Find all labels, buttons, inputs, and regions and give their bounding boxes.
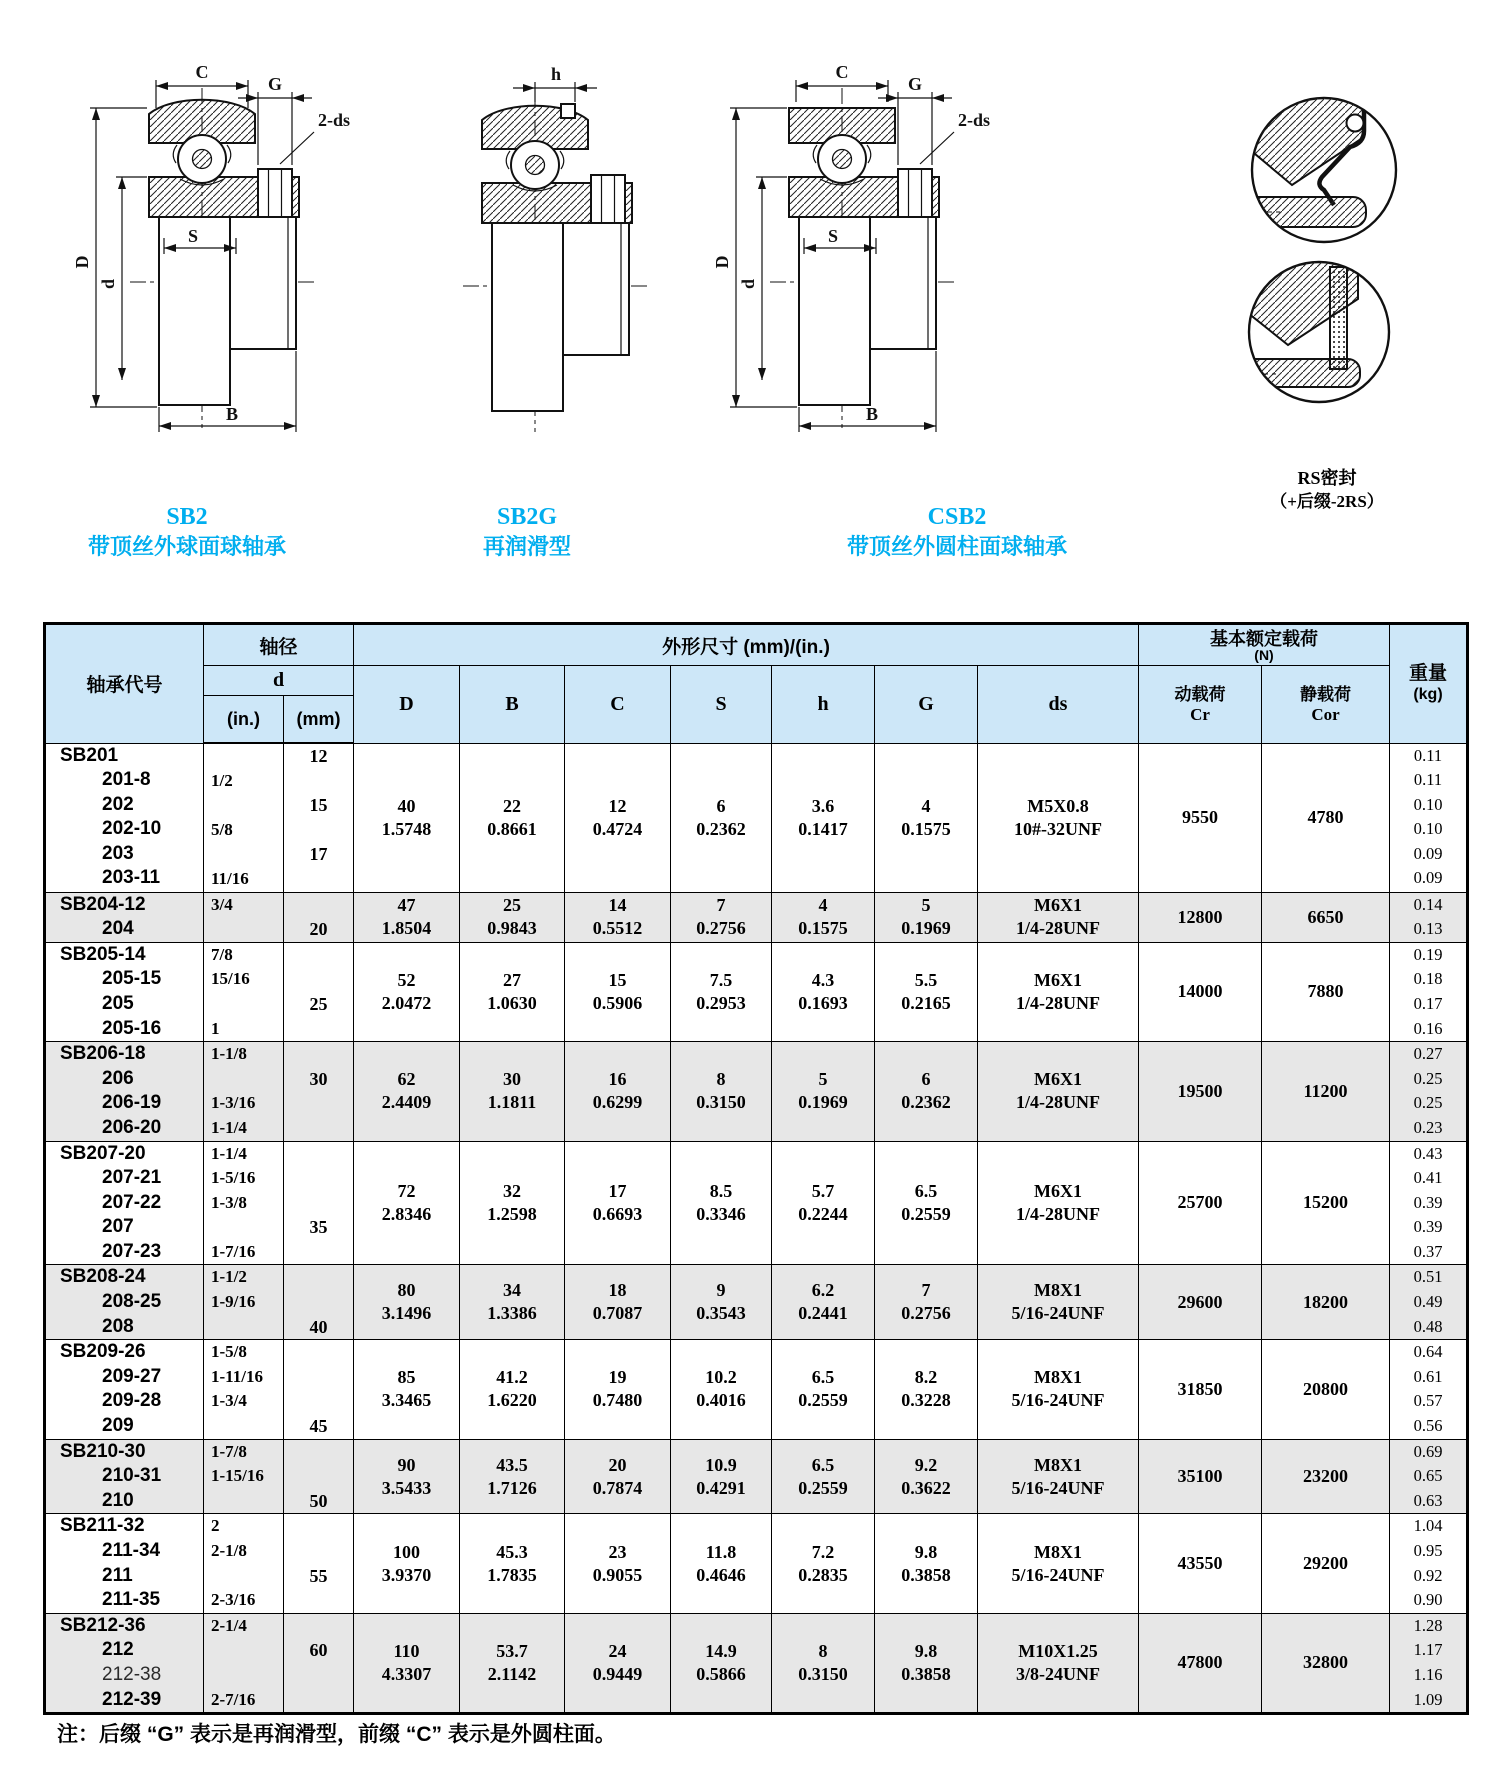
cell-S: 8 0.3150 [671, 1042, 772, 1141]
header-col-B: B [460, 666, 565, 744]
cell-cor: 7880 [1262, 942, 1390, 1041]
cell-S: 8.5 0.3346 [671, 1141, 772, 1265]
cell-h: 7.2 0.2835 [772, 1514, 875, 1613]
cell-D: 85 3.3465 [354, 1340, 460, 1439]
cell-cr: 9550 [1139, 743, 1262, 892]
rs-caption-line2: （+后缀-2RS） [1270, 492, 1384, 511]
cell-inches: 2-1/4 2-7/16 [204, 1613, 284, 1713]
header-cor: Cor [1311, 704, 1340, 724]
cell-codes: SB204-12 204 [45, 892, 204, 942]
cell-C: 17 0.6693 [565, 1141, 671, 1265]
cell-cor: 23200 [1262, 1439, 1390, 1514]
cell-ds: M6X1 1/4-28UNF [978, 1141, 1139, 1265]
cell-mms: 25 [284, 942, 354, 1041]
cell-weights: 0.51 0.49 0.48 [1390, 1265, 1468, 1340]
cell-ds: M8X1 5/16-24UNF [978, 1340, 1139, 1439]
dim-label-D: D [72, 255, 92, 269]
cell-cr: 14000 [1139, 942, 1262, 1041]
cell-mms: 12 15 17 [284, 743, 354, 892]
fig1-code: SB2 [166, 504, 208, 530]
cell-B: 32 1.2598 [460, 1141, 565, 1265]
cell-weights: 0.43 0.41 0.39 0.39 0.37 [1390, 1141, 1468, 1265]
cell-mms: 50 [284, 1439, 354, 1514]
cell-D: 110 4.3307 [354, 1613, 460, 1713]
rs-seal-detail-drawing [1212, 85, 1442, 430]
rs-caption [1212, 466, 1442, 514]
bearing-spec-table [43, 622, 1469, 1715]
fig3-code: CSB2 [927, 504, 987, 530]
header-shaft-dia: 轴径 [204, 624, 354, 666]
table-body [45, 743, 1468, 1714]
dim-label-d: d [738, 278, 758, 290]
fig2-name: 再润滑型 [482, 534, 571, 559]
dim-label-c: C [835, 62, 849, 82]
header-weight-unit: (kg) [1413, 685, 1443, 703]
dim-label-D: D [712, 255, 732, 269]
cell-D: 40 1.5748 [354, 743, 460, 892]
cell-codes: SB207-20 207-21 207-22 207 207-23 [45, 1141, 204, 1265]
table-header [45, 624, 1468, 744]
cell-B: 25 0.9843 [460, 892, 565, 942]
fig1-name: 带顶丝外球面球轴承 [87, 534, 286, 559]
cell-G: 7 0.2756 [875, 1265, 978, 1340]
sb2-cross-section-drawing [52, 50, 352, 450]
dim-label-h: h [550, 64, 562, 84]
cell-cr: 29600 [1139, 1265, 1262, 1340]
cell-C: 15 0.5906 [565, 942, 671, 1041]
cell-C: 14 0.5512 [565, 892, 671, 942]
header-load-unit: (N) [1254, 646, 1274, 663]
cell-ds: M6X1 1/4-28UNF [978, 892, 1139, 942]
cell-S: 14.9 0.5866 [671, 1613, 772, 1713]
cell-cor: 11200 [1262, 1042, 1390, 1141]
table-row-group [45, 1141, 1468, 1265]
cell-C: 16 0.6299 [565, 1042, 671, 1141]
cell-codes: SB206-18 206 206-19 206-20 [45, 1042, 204, 1141]
cell-mms: 30 [284, 1042, 354, 1141]
header-col-h: h [772, 666, 875, 744]
dim-label-b: B [225, 404, 239, 424]
cell-cor: 18200 [1262, 1265, 1390, 1340]
dim-label-2ds: 2-ds [957, 110, 990, 130]
cell-h: 4 0.1575 [772, 892, 875, 942]
fig2-caption [397, 503, 657, 562]
cell-mms: 20 [284, 892, 354, 942]
cell-cr: 25700 [1139, 1141, 1262, 1265]
cell-D: 100 3.9370 [354, 1514, 460, 1613]
cell-codes: SB210-30 210-31 210 [45, 1439, 204, 1514]
cell-S: 9 0.3543 [671, 1265, 772, 1340]
cell-B: 27 1.0630 [460, 942, 565, 1041]
cell-cr: 31850 [1139, 1340, 1262, 1439]
sb2g-cross-section-drawing [395, 58, 675, 448]
header-weight-label: 重量 [1408, 662, 1447, 684]
fig3-caption [782, 503, 1132, 562]
cell-cr: 19500 [1139, 1042, 1262, 1141]
cell-G: 8.2 0.3228 [875, 1340, 978, 1439]
cell-D: 80 3.1496 [354, 1265, 460, 1340]
cell-ds: M10X1.25 3/8-24UNF [978, 1613, 1139, 1713]
cell-G: 6.5 0.2559 [875, 1141, 978, 1265]
dim-label-b: B [865, 404, 879, 424]
cell-B: 41.2 1.6220 [460, 1340, 565, 1439]
cell-D: 47 1.8504 [354, 892, 460, 942]
cell-B: 45.3 1.7835 [460, 1514, 565, 1613]
cell-inches: 7/8 15/16 1 [204, 942, 284, 1041]
header-cr: Cr [1190, 704, 1210, 724]
cell-weights: 0.14 0.13 [1390, 892, 1468, 942]
footnote: 注：后缀 “G” 表示是再润滑型，前缀 “C” 表示是外圆柱面。 [57, 1723, 616, 1746]
dim-label-c: C [195, 62, 209, 82]
cell-inches: 1-1/8 1-3/16 1-1/4 [204, 1042, 284, 1141]
header-load-rating [1139, 624, 1390, 666]
cell-S: 7.5 0.2953 [671, 942, 772, 1041]
header-cor-cn: 静载荷 [1300, 684, 1351, 704]
cell-h: 5.7 0.2244 [772, 1141, 875, 1265]
cell-C: 19 0.7480 [565, 1340, 671, 1439]
table-row-group [45, 892, 1468, 942]
cell-h: 6.5 0.2559 [772, 1340, 875, 1439]
cell-ds: M8X1 5/16-24UNF [978, 1514, 1139, 1613]
cell-weights: 1.28 1.17 1.16 1.09 [1390, 1613, 1468, 1713]
cell-cor: 6650 [1262, 892, 1390, 942]
header-weight [1390, 624, 1468, 744]
cell-weights: 1.04 0.95 0.92 0.90 [1390, 1514, 1468, 1613]
table-row-group [45, 743, 1468, 892]
cell-mms: 35 [284, 1141, 354, 1265]
header-dimensions: 外形尺寸 (mm)/(in.) [354, 624, 1139, 666]
cell-mms: 40 [284, 1265, 354, 1340]
header-col-C: C [565, 666, 671, 744]
cell-S: 10.9 0.4291 [671, 1439, 772, 1514]
cell-G: 9.8 0.3858 [875, 1613, 978, 1713]
cell-codes: SB208-24 208-25 208 [45, 1265, 204, 1340]
header-mm-unit: (mm) [284, 696, 354, 744]
header-col-D: D [354, 666, 460, 744]
cell-C: 24 0.9449 [565, 1613, 671, 1713]
cell-D: 90 3.5433 [354, 1439, 460, 1514]
cell-mms: 60 [284, 1613, 354, 1713]
cell-mms: 55 [284, 1514, 354, 1613]
cell-G: 4 0.1575 [875, 743, 978, 892]
cell-h: 5 0.1969 [772, 1042, 875, 1141]
cell-ds: M6X1 1/4-28UNF [978, 942, 1139, 1041]
cell-weights: 0.11 0.11 0.10 0.10 0.09 0.09 [1390, 743, 1468, 892]
table-row-group [45, 1265, 1468, 1340]
cell-cor: 15200 [1262, 1141, 1390, 1265]
cell-cor: 32800 [1262, 1613, 1390, 1713]
cell-inches: 1-7/8 1-15/16 [204, 1439, 284, 1514]
cell-ds: M5X0.8 10#-32UNF [978, 743, 1139, 892]
cell-codes: SB211-32 211-34 211 211-35 [45, 1514, 204, 1613]
fig3-name: 带顶丝外圆柱面球轴承 [846, 534, 1067, 559]
cell-h: 6.5 0.2559 [772, 1439, 875, 1514]
cell-cor: 29200 [1262, 1514, 1390, 1613]
table-row-group [45, 1042, 1468, 1141]
cell-h: 3.6 0.1417 [772, 743, 875, 892]
cell-mms: 45 [284, 1340, 354, 1439]
cell-inches: 1-1/4 1-5/16 1-3/8 1-7/16 [204, 1141, 284, 1265]
dim-label-g: G [907, 74, 923, 94]
cell-cr: 47800 [1139, 1613, 1262, 1713]
cell-codes: SB201 201-8 202 202-10 203 203-11 [45, 743, 204, 892]
cell-S: 11.8 0.4646 [671, 1514, 772, 1613]
cell-cr: 12800 [1139, 892, 1262, 942]
cell-h: 6.2 0.2441 [772, 1265, 875, 1340]
table-row-group [45, 942, 1468, 1041]
cell-codes: SB209-26 209-27 209-28 209 [45, 1340, 204, 1439]
dim-label-s: S [827, 226, 839, 246]
cell-cor: 4780 [1262, 743, 1390, 892]
cell-S: 7 0.2756 [671, 892, 772, 942]
table-row-group [45, 1340, 1468, 1439]
cell-inches: 1/2 5/8 11/16 [204, 743, 284, 892]
cell-G: 9.2 0.3622 [875, 1439, 978, 1514]
header-inch-unit: (in.) [204, 696, 284, 744]
table-row-group [45, 1439, 1468, 1514]
header-cr-cn: 动载荷 [1174, 684, 1226, 704]
cell-h: 4.3 0.1693 [772, 942, 875, 1041]
dim-label-d: d [98, 278, 118, 290]
cell-weights: 0.64 0.61 0.57 0.56 [1390, 1340, 1468, 1439]
header-d: d [204, 666, 354, 696]
cell-cr: 35100 [1139, 1439, 1262, 1514]
fig2-code: SB2G [496, 504, 558, 530]
cell-G: 5.5 0.2165 [875, 942, 978, 1041]
cell-C: 23 0.9055 [565, 1514, 671, 1613]
cell-B: 30 1.1811 [460, 1042, 565, 1141]
cell-ds: M6X1 1/4-28UNF [978, 1042, 1139, 1141]
table-row-group [45, 1613, 1468, 1713]
cell-D: 62 2.4409 [354, 1042, 460, 1141]
fig1-caption [37, 503, 337, 562]
cell-B: 34 1.3386 [460, 1265, 565, 1340]
dim-label-2ds: 2-ds [317, 110, 350, 130]
table-row-group [45, 1514, 1468, 1613]
cell-ds: M8X1 5/16-24UNF [978, 1265, 1139, 1340]
cell-G: 5 0.1969 [875, 892, 978, 942]
csb2-cross-section-drawing [692, 50, 992, 450]
cell-S: 10.2 0.4016 [671, 1340, 772, 1439]
cell-inches: 2 2-1/8 2-3/16 [204, 1514, 284, 1613]
dim-label-s: S [187, 226, 199, 246]
header-col-S: S [671, 666, 772, 744]
cell-inches: 1-1/2 1-9/16 [204, 1265, 284, 1340]
dim-label-g: G [267, 74, 283, 94]
cell-D: 52 2.0472 [354, 942, 460, 1041]
cell-inches: 1-5/8 1-11/16 1-3/4 [204, 1340, 284, 1439]
cell-weights: 0.27 0.25 0.25 0.23 [1390, 1042, 1468, 1141]
cell-ds: M8X1 5/16-24UNF [978, 1439, 1139, 1514]
header-static-load [1262, 666, 1390, 744]
cell-B: 22 0.8661 [460, 743, 565, 892]
cell-C: 12 0.4724 [565, 743, 671, 892]
header-col-G: G [875, 666, 978, 744]
cell-codes: SB205-14 205-15 205 205-16 [45, 942, 204, 1041]
cell-C: 18 0.7087 [565, 1265, 671, 1340]
cell-D: 72 2.8346 [354, 1141, 460, 1265]
header-bearing-code: 轴承代号 [45, 624, 204, 744]
cell-B: 43.5 1.7126 [460, 1439, 565, 1514]
cell-weights: 0.69 0.65 0.63 [1390, 1439, 1468, 1514]
cell-C: 20 0.7874 [565, 1439, 671, 1514]
cell-codes: SB212-36 212 212-38 212-39 [45, 1613, 204, 1713]
header-load-label: 基本额定载荷 [1210, 628, 1318, 649]
cell-S: 6 0.2362 [671, 743, 772, 892]
cell-weights: 0.19 0.18 0.17 0.16 [1390, 942, 1468, 1041]
cell-G: 9.8 0.3858 [875, 1514, 978, 1613]
cell-B: 53.7 2.1142 [460, 1613, 565, 1713]
header-dynamic-load [1139, 666, 1262, 744]
cell-inches: 3/4 [204, 892, 284, 942]
cell-G: 6 0.2362 [875, 1042, 978, 1141]
rs-caption-line1: RS密封 [1297, 468, 1357, 488]
cell-cr: 43550 [1139, 1514, 1262, 1613]
cell-cor: 20800 [1262, 1340, 1390, 1439]
cell-h: 8 0.3150 [772, 1613, 875, 1713]
header-col-ds: ds [978, 666, 1139, 744]
